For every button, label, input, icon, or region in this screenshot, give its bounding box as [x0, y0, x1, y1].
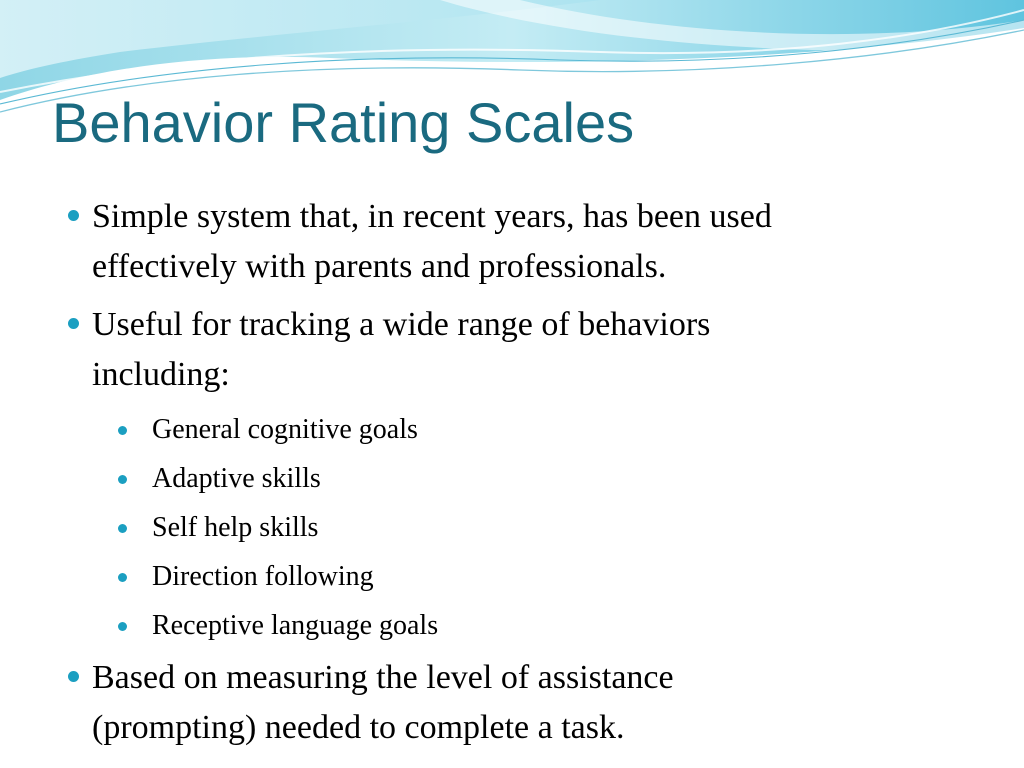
sub-bullet-text: Adaptive skills: [152, 463, 321, 494]
bullet-dot-icon: [68, 210, 79, 221]
sub-bullet-item: [60, 506, 980, 550]
bullet-item: [60, 653, 980, 753]
bullet-list: [60, 192, 980, 761]
sub-bullet-dot-icon: [118, 475, 127, 484]
sub-bullet-text: Direction following: [152, 561, 374, 592]
bullet-text-line: (prompting) needed to complete a task.: [92, 709, 625, 746]
bullet-item: [60, 300, 980, 400]
bullet-dot-icon: [68, 671, 79, 682]
sub-bullet-dot-icon: [118, 573, 127, 582]
bullet-dot-icon: [68, 318, 79, 329]
sub-bullet-text: Receptive language goals: [152, 610, 439, 641]
bullet-text-line: Based on measuring the level of assistance: [92, 659, 674, 696]
sub-bullet-dot-icon: [118, 524, 127, 533]
sub-bullet-text: Self help skills: [152, 512, 319, 543]
slide-title: Behavior Rating Scales: [52, 91, 635, 154]
bullet-text-line: Useful for tracking a wide range of behaviors: [92, 306, 711, 343]
sub-bullet-item: [60, 457, 980, 501]
sub-bullet-text: General cognitive goals: [152, 414, 418, 445]
bullet-item: [60, 192, 980, 292]
bullet-text-line: Simple system that, in recent years, has been used: [92, 198, 772, 235]
bullet-text-line: effectively with parents and professionals.: [92, 248, 667, 285]
bullet-text-line: including:: [92, 356, 230, 393]
sub-bullet-item: [60, 555, 980, 599]
sub-bullet-item: [60, 408, 980, 452]
sub-bullet-dot-icon: [118, 426, 127, 435]
sub-bullet-item: [60, 604, 980, 648]
sub-bullet-dot-icon: [118, 622, 127, 631]
